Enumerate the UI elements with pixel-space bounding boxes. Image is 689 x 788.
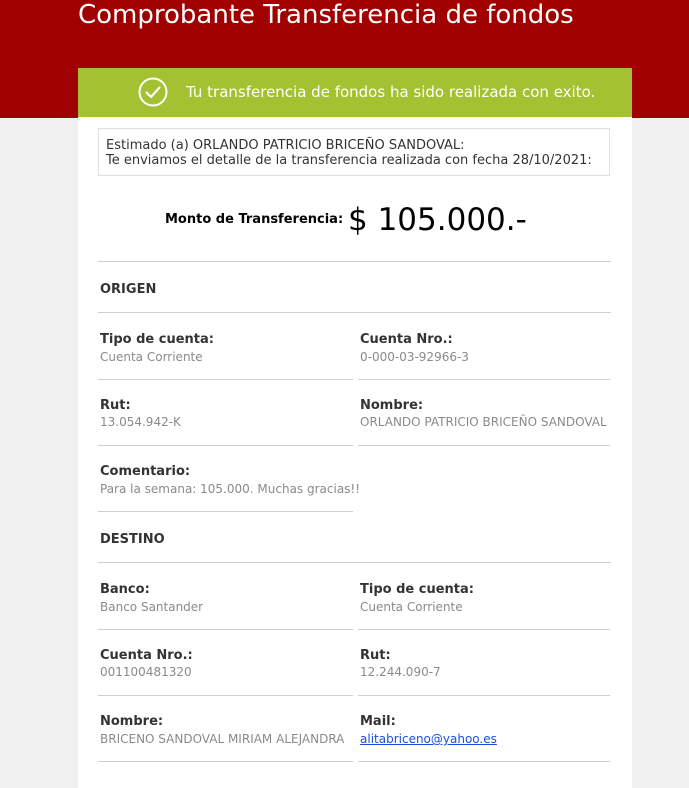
divider	[358, 629, 610, 630]
receipt-card	[78, 68, 632, 788]
section-title-destino: DESTINO	[100, 532, 165, 547]
destino-rut-value: 12.244.090-7	[360, 665, 441, 679]
origen-cuenta-nro-value: 0-000-03-92966-3	[360, 350, 469, 364]
origen-rut-label: Rut:	[100, 398, 131, 413]
divider	[98, 695, 353, 696]
destino-nombre-value: BRICENO SANDOVAL MIRIAM ALEJANDRA	[100, 732, 345, 746]
success-banner	[78, 68, 632, 117]
check-circle-icon	[138, 77, 168, 107]
divider	[98, 312, 611, 313]
divider	[98, 629, 353, 630]
divider	[98, 511, 353, 512]
divider	[98, 261, 611, 262]
destino-rut-label: Rut:	[360, 648, 391, 663]
origen-tipo-cuenta-label: Tipo de cuenta:	[100, 332, 214, 347]
destino-tipo-cuenta-label: Tipo de cuenta:	[360, 582, 474, 597]
destino-cuenta-nro-value: 001100481320	[100, 665, 192, 679]
greeting-line-2: Te enviamos el detalle de la transferencia realizada con fecha 28/10/2021:	[106, 153, 592, 168]
section-title-origen: ORIGEN	[100, 282, 157, 297]
origen-comentario-label: Comentario:	[100, 464, 191, 479]
divider	[358, 761, 610, 762]
destino-banco-value: Banco Santander	[100, 600, 204, 614]
amount-label: Monto de Transferencia:	[165, 212, 344, 227]
origen-comentario-value: Para la semana: 105.000. Muchas gracias!!	[100, 482, 361, 496]
destino-banco-label: Banco:	[100, 582, 150, 597]
divider	[358, 379, 610, 380]
divider	[358, 695, 610, 696]
divider	[98, 761, 353, 762]
success-message: Tu transferencia de fondos ha sido realizada con exito.	[186, 83, 596, 101]
destino-tipo-cuenta-value: Cuenta Corriente	[360, 600, 463, 614]
origen-nombre-value: ORLANDO PATRICIO BRICEÑO SANDOVAL	[360, 415, 607, 429]
greeting-box	[98, 128, 610, 176]
origen-cuenta-nro-label: Cuenta Nro.:	[360, 332, 453, 347]
amount-value: $ 105.000.-	[348, 202, 527, 238]
greeting-line-1: Estimado (a) ORLANDO PATRICIO BRICEÑO SANDOVAL:	[106, 138, 465, 153]
divider	[98, 445, 353, 446]
origen-nombre-label: Nombre:	[360, 398, 424, 413]
destino-cuenta-nro-label: Cuenta Nro.:	[100, 648, 193, 663]
divider	[98, 562, 611, 563]
page-title: Comprobante Transferencia de fondos	[78, 0, 574, 30]
origen-rut-value: 13.054.942-K	[100, 415, 181, 429]
divider	[358, 445, 610, 446]
destino-mail-link[interactable]: alitabriceno@yahoo.es	[360, 732, 497, 746]
destino-nombre-label: Nombre:	[100, 714, 164, 729]
destino-mail-label: Mail:	[360, 714, 396, 729]
divider	[98, 379, 353, 380]
origen-tipo-cuenta-value: Cuenta Corriente	[100, 350, 203, 364]
